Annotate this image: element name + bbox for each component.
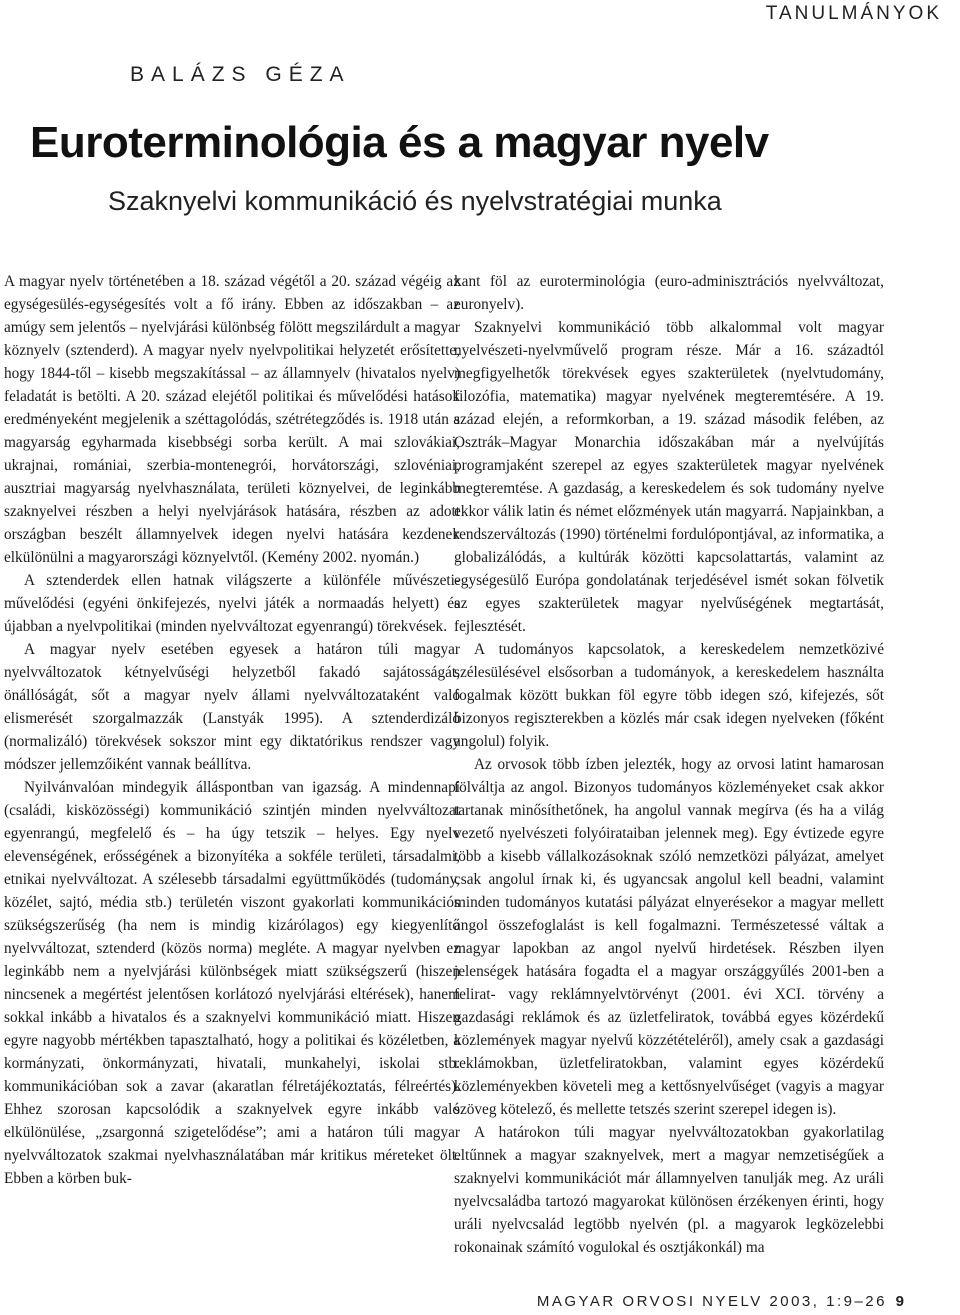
paragraph: kant föl az euroterminológia (euro-adminisztrációs nyelvváltozat, euronyelv).	[454, 273, 884, 313]
paragraph: A magyar nyelv esetében egyesek a határon túli magyar nyelvváltozatok kétnyelvűségi helyzetből fakadó sajátosságát, önállóságát, sőt a magyar nyelv állami nyelvváltozataként való elismerését szorgalmazzák (Lanstyák 1995). A sztenderdizáló (normalizáló) törekvések sokszor mint egy diktatórikus rendszer vagy módszer jellemzőiként vannak beállítva.	[4, 641, 460, 773]
paragraph: A tudományos kapcsolatok, a kereskedelem nemzetközivé szélesülésével elsősorban a tudományok, a kereskedelem használta fogalmak között bukkan föl egyre több idegen szó, kifejezés, sőt bizonyos regiszterekben a közlés már csak idegen nyelveken (főként angolul) folyik.	[454, 641, 884, 750]
left-text-column	[4, 270, 460, 1270]
page-footer	[537, 1293, 904, 1310]
journal-citation: MAGYAR ORVOSI NYELV 2003, 1:9–26	[536, 1293, 887, 1310]
article-title: Euroterminológia és a magyar nyelv	[30, 118, 769, 167]
section-label: TANULMÁNYOK	[765, 3, 942, 24]
article-subtitle: Szaknyelvi kommunikáció és nyelvstratégiai munka	[108, 186, 722, 216]
page-number: 9	[895, 1293, 904, 1310]
paragraph: A határokon túli magyar nyelvváltozatokban gyakorlatilag eltűnnek a magyar szaknyelvek, mert a magyar nemzetiségűek a szaknyelvi kommunikációt már államnyelven tanulják meg. Az uráli nyelvcsaládba tartozó magyarokat különösen érzékenyen érinti, hogy uráli nyelvcsalád legtöbb nyelvén (pl. a magyarok legközelebbi rokonainak számító vogulokal és osztjákonkál) ma	[454, 1124, 884, 1256]
author-name: BALÁZS GÉZA	[130, 63, 351, 86]
right-text-column	[454, 270, 884, 1270]
paragraph: Szaknyelvi kommunikáció több alkalommal volt magyar nyelvészeti-nyelvművelő program része. Már a 16. századtól megfigyelhetők törekvések egyes szakterületek (nyelvtudomány, filozófia, matematika) magyar nyelvének megteremtésére. A 19. század elején, a reformkorban, a 19. század második felében, az Osztrák–Magyar Monarchia időszakában már a nyelvújítás programjaként szerepel az egyes szakterületek magyar nyelvének megteremtése. A gazdaság, a kereskedelem és sok tudomány nyelve ekkor válik latin és német előzmények után magyarrá. Napjainkban, a rendszerváltozás (1990) történelmi fordulópontjával, az informatika, a globalizálódás, a kultúrák közötti kapcsolattartás, valamint az egységesülő Európa gondolatának terjedésével ismét sokan fölvetik az egyes szakterületek magyar nyelvűségének megtartását, fejlesztését.	[454, 319, 884, 635]
paragraph: A sztenderdek ellen hatnak világszerte a különféle művészeti-művelődési (egyéni önkifejezés, nyelvi játék a normaadás helyett) és újabban a nyelvpolitikai (minden nyelvváltozat egyenrangú) törekvések.	[4, 572, 460, 635]
paragraph: Nyilvánvalóan mindegyik álláspontban van igazság. A mindennapi (családi, kisközösségi) kommunikáció szintjén minden nyelvváltozat egyenrangú, megfelelő és – ha úgy tetszik – helyes. Egy nyelv elevenségének, erősségének a bizonyítéka a sokféle területi, társadalmi, etnikai nyelvváltozat. A szélesebb társadalmi együttműködés (tudomány, közélet, sajtó, média stb.) területén viszont gyakorlati kommunikációs szükségszerűség (ha nem is mindig kizárólagos) egy kiegyenlítő nyelvváltozat, sztenderd (közös norma) megléte. A magyar nyelvben ez leginkább nem a nyelvjárási különbségek miatt szükségszerű (hiszen nincsenek a megértést jelentősen korlátozó nyelvjárási eltérések), hanem sokkal inkább a hivatalos és a szaknyelvi kommunikáció miatt. Hiszen egyre nagyobb mértékben tapasztalható, hogy a politikai és közéletben, a kormányzati, önkormányzati, hivatali, munkahelyi, iskolai stb. kommunikációban sok a zavar (akaratlan félretájékoztatás, félreértés). Ehhez szorosan kapcsolódik a szaknyelvek egyre inkább való elkülönülése, „zsargonná szigetelődése”; ami a határon túli magyar nyelvváltozatok szakmai nyelvhasználatában már kritikus méreteket ölt. Ebben a körben buk-	[4, 779, 460, 1187]
paragraph: Az orvosok több ízben jelezték, hogy az orvosi latint hamarosan fölváltja az angol. Bizonyos tudományos közleményeket csak akkor tartanak minősíthetőnek, ha angolul vannak megírva (és ha a világ vezető nyelvészeti folyóirataiban jelennek meg). Egy évtizede egyre több a kisebb vállalkozásoknak szóló nemzetközi pályázat, amelyet csak angolul írnak ki, és ugyancsak angolul kell beadni, valamint minden tudományos kutatási pályázat elnyerésekor a magyar mellett angol összefoglalást is kell fogalmazni. Természetessé váltak a magyar lapokban az angol nyelvű hirdetések. Részben ilyen jelenségek hatására fogadta el a magyar országgyűlés 2001-ben a felirat- vagy reklámnyelvtörvényt (2001. évi XCI. törvény a gazdasági reklámok és az üzletfeliratok, továbbá egyes közérdekű közlemények magyar nyelvű közzétételéről), amely csak a gazdasági reklámokban, üzletfeliratokban, valamint egyes közérdekű közleményekben követeli meg a kettősnyelvűséget (vagyis a magyar szöveg kötelező, és mellette tetszés szerint szerepel idegen is).	[454, 756, 884, 1118]
paragraph: A magyar nyelv történetében a 18. század végétől a 20. század végéig az egységesülés-egységesítés volt a fő irány. Ebben az időszakban – az amúgy sem jelentős – nyelvjárási különbség fölött megszilárdult a magyar köznyelv (sztenderd). A magyar nyelv nyelvpolitikai helyzetét erősítette, hogy 1844-től – kisebb megszakítással – az államnyelv (hivatalos nyelv) feladatát is betölti. A 20. század elejétől politikai és művelődési hatások eredményeként megjelenik a széttagolódás, szétrétegződés is. 1918 után a magyarság egyharmada kisebbségi sorba került. A mai szlovákiai, ukrajnai, romániai, szerbia-montenegrói, horvátországi, szlovéniai, ausztriai magyarság nyelvhasználata, területi köznyelvei, de leginkább szaknyelvei részben a helyi nyelvjárások hatására, részben az adott országban beszélt államnyelvek idegen nyelvi hatására kezdenek elkülönülni a magyarországi köznyelvtől. (Kemény 2002. nyomán.)	[4, 273, 460, 566]
